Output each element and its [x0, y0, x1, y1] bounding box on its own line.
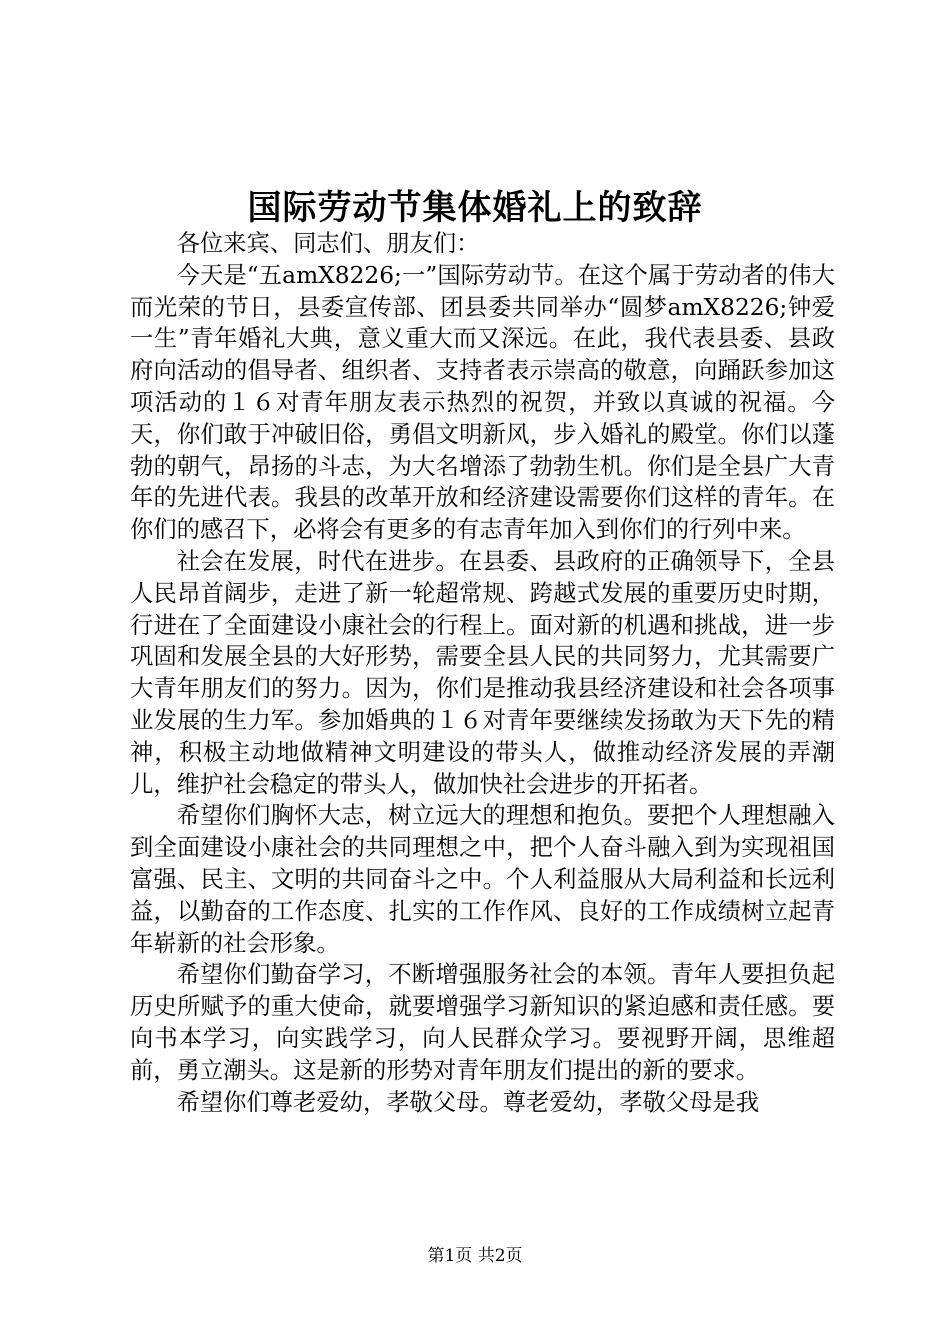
salutation-paragraph: 各位来宾、同志们、朋友们： [176, 230, 480, 257]
body-paragraph: 希望你们尊老爱幼，孝敬父母。尊老爱幼，孝敬父母是我 [176, 1088, 760, 1116]
body-paragraph: 今天是“五amX8226;一”国际劳动节。在这个属于劳动者的伟大而光荣的节日，县委宣传部、团县委共同举办“圆梦amX8226;钟爱一生”青年婚礼大典，意义重大而又深远。在此，我代表县委、县政府向活动的倡导者、组织者、支持者表示崇高的敬意，向踊跃参加这项活动的１６对青年朋友表示热烈的祝贺，并致以真诚的祝福。今天，你们敢于冲破旧俗，勇倡文明新风，步入婚礼的殿堂。你们以蓬勃的朝气，昂扬的斗志，为大名增添了勃勃生机。你们是全县广大青年的先进代表。我县的改革开放和经济建设需要你们这样的青年。在你们的感召下，必将会有更多的有志青年加入到你们的行列中来。 [130, 261, 835, 544]
document-body [130, 228, 835, 1118]
body-paragraph: 社会在发展，时代在进步。在县委、县政府的正确领导下，全县人民昂首阔步，走进了新一轮超常规、跨越式发展的重要历史时期，行进在了全面建设小康社会的行程上。面对新的机遇和挑战，进一步巩固和发展全县的大好形势，需要全县人民的共同努力，尤其需要广大青年朋友们的努力。因为，你们是推动我县经济建设和社会各项事业发展的生力军。参加婚典的１６对青年要继续发扬敢为天下先的精神，积极主动地做精神文明建设的带头人，做推动经济发展的弄潮儿，维护社会稳定的带头人，做加快社会进步的开拓者。 [130, 547, 835, 798]
document-title: 国际劳动节集体婚礼上的致辞 [247, 188, 703, 228]
page-number-footer: 第1页 共2页 [427, 1246, 523, 1266]
body-paragraph: 希望你们勤奋学习，不断增强服务社会的本领。青年人要担负起历史所赋予的重大使命，就要增强学习新知识的紧迫感和责任感。要向书本学习，向实践学习，向人民群众学习。要视野开阔，思维超前，勇立潮头。这是新的形势对青年朋友们提出的新的要求。 [130, 961, 835, 1084]
body-paragraph: 希望你们胸怀大志，树立远大的理想和抱负。要把个人理想融入到全面建设小康社会的共同理想之中，把个人奋斗融入到为实现祖国富强、民主、文明的共同奋斗之中。个人利益服从大局利益和长远利益，以勤奋的工作态度、扎实的工作作风、良好的工作成绩树立起青年崭新的社会形象。 [130, 802, 835, 957]
